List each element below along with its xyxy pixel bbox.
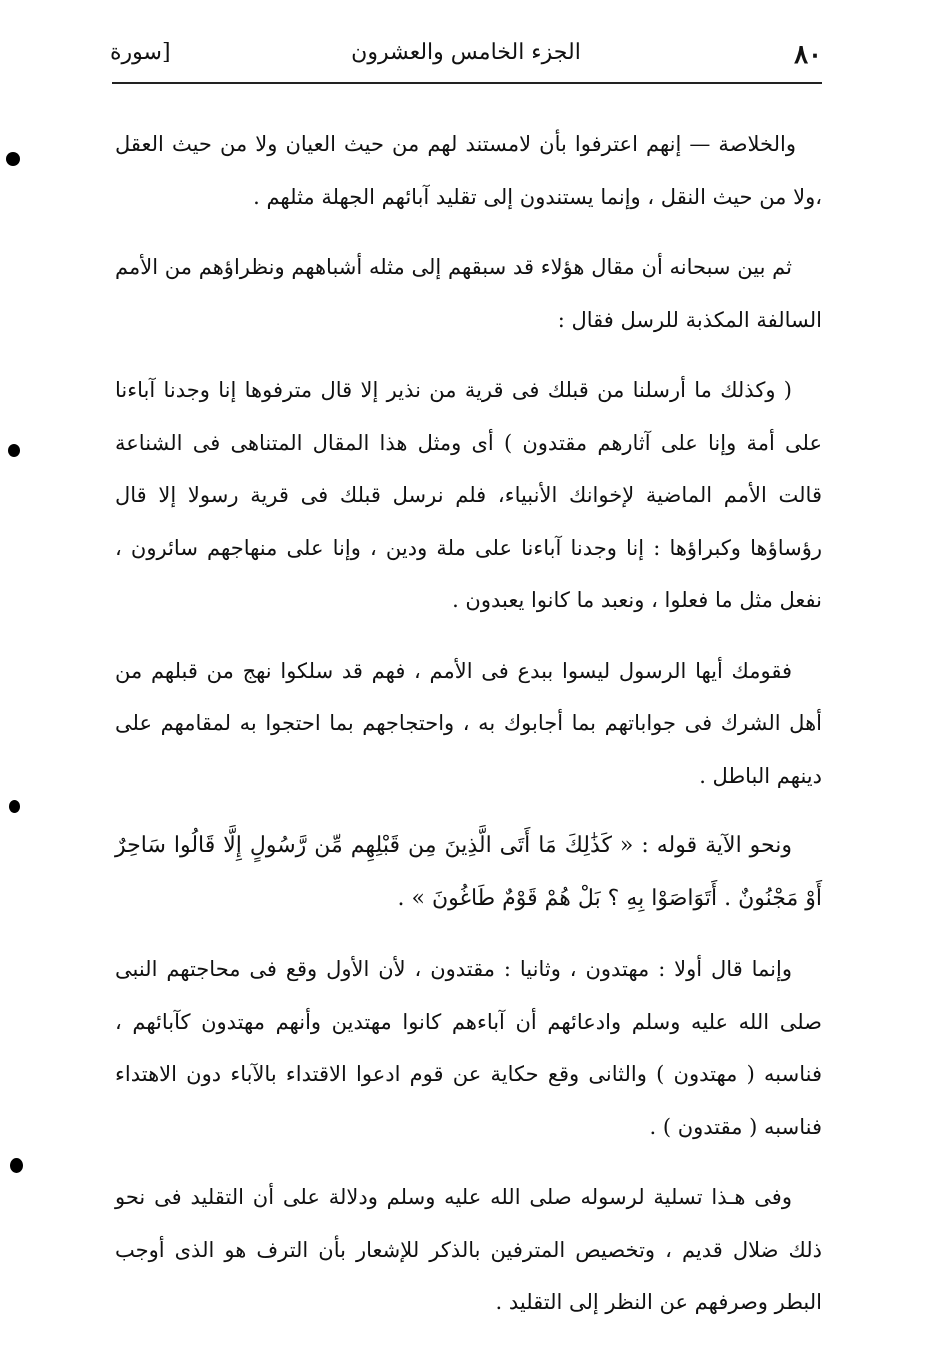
page-body bbox=[115, 118, 822, 1347]
header-divider bbox=[112, 82, 822, 84]
surah-label: [سورة bbox=[110, 40, 171, 65]
scan-speck bbox=[10, 1158, 23, 1173]
paragraph-similar-verse: ونحو الآية قوله : « كَذَٰلِكَ مَا أَتَى الَّذِينَ مِن قَبْلِهِم مِّن رَّسُولٍ إِلَّا قَالُوا سَاحِرٌ أَوْ مَجْنُونٌ . أَتَوَاصَوْا بِهِ ؟ بَلْ هُمْ قَوْمٌ طَاغُونَ » . bbox=[115, 833, 822, 911]
running-title: الجزء الخامس والعشرون bbox=[351, 40, 581, 65]
page-header bbox=[110, 38, 822, 78]
scan-speck bbox=[9, 800, 20, 813]
scan-speck bbox=[6, 152, 20, 166]
paragraph-verse-commentary: ( وكذلك ما أرسلنا من قبلك فى قرية من نذير إلا قال مترفوها إنا وجدنا آباءنا على أمة وإنا على آثارهم مقتدون ) أى ومثل هذا المقال المتناهى فى الشناعة قالت الأمم الماضية لإخوانك الأنبياء، فلم نرسل قبلك فى قرية رسولا إلا قال رؤساؤها وكبراؤها : إنا وجدنا آباءنا على ملة ودين ، وإنا على منهاجهم سائرون ، نفعل مثل ما فعلوا ، ونعبد ما كانوا يعبدون . bbox=[115, 378, 822, 612]
paragraph-consolation: وفى هـذا تسلية لرسوله صلى الله عليه وسلم ودلالة على أن التقليد فى نحو ذلك ضلال قديم ، وتخصيص المترفين بالذكر للإشعار بأن الترف هو الذى أوجب البطر وصرفهم عن النظر إلى التقليد . bbox=[115, 1185, 822, 1314]
scan-speck bbox=[8, 444, 20, 457]
page-number: ٨٠ bbox=[794, 40, 822, 70]
paragraph-intro: ثم بين سبحانه أن مقال هؤلاء قد سبقهم إلى مثله أشباههم ونظراؤهم من الأمم السالفة المكذبة للرسل فقال : bbox=[115, 255, 822, 332]
paragraph-summary: والخلاصة — إنهم اعترفوا بأن لامستند لهم من حيث العيان ولا من حيث العقل ،ولا من حيث النقل ، وإنما يستندون إلى تقليد آبائهم الجهلة مثلهم . bbox=[115, 132, 822, 209]
paragraph-guided-vs-following: وإنما قال أولا : مهتدون ، وثانيا : مقتدون ، لأن الأول وقع فى محاجتهم النبى صلى الله عليه وسلم وادعائهم أن آباءهم كانوا مهتدين وأنهم مهتدون كآبائهم ، فناسبه ( مهتدون ) والثانى وقع حكاية عن قوم ادعوا الاقتداء بالآباء دون الاهتداء فناسبه ( مقتدون ) . bbox=[115, 957, 822, 1139]
paragraph-your-people: فقومك أيها الرسول ليسوا ببدع فى الأمم ، فهم قد سلكوا نهج من قبلهم من أهل الشرك فى جواباتهم بما أجابوك به ، واحتجاجهم بما احتجوا به لمقامهم على دينهم الباطل . bbox=[115, 658, 822, 788]
